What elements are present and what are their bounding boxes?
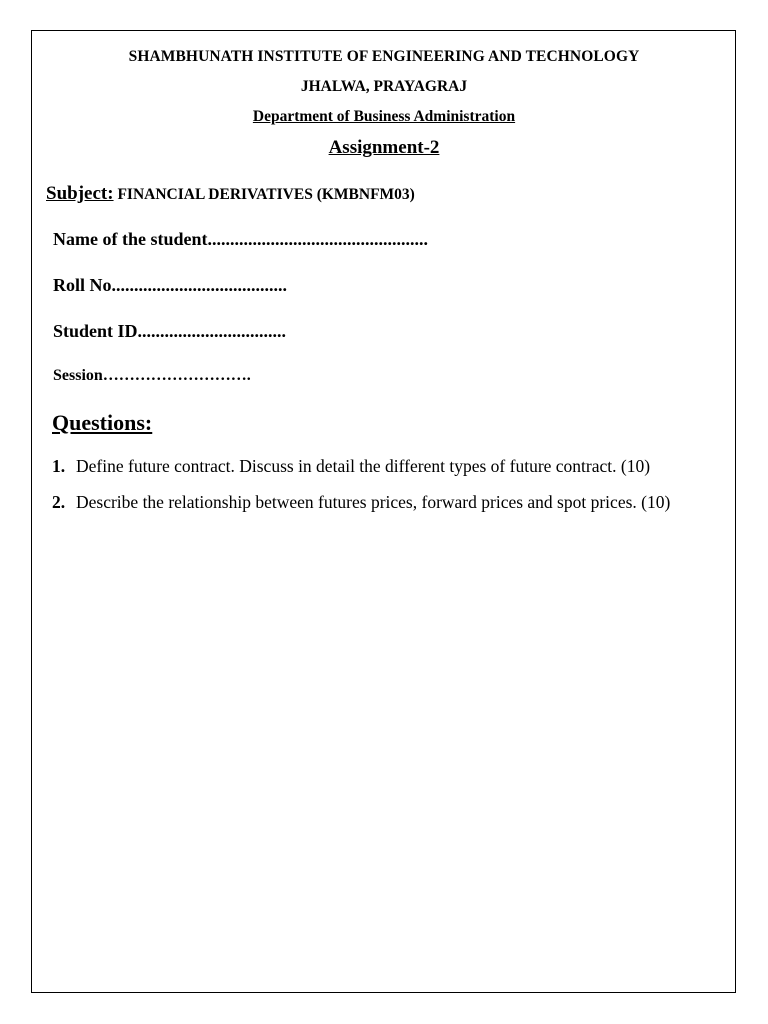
- question-number: 2.: [52, 492, 66, 512]
- student-id-field: Student ID.................................: [53, 321, 287, 341]
- question-number: 1.: [52, 456, 66, 476]
- institute-location: JHALWA, PRAYAGRAJ: [300, 78, 468, 95]
- institute-name: SHAMBHUNATH INSTITUTE OF ENGINEERING AND TECHNOLOGY: [128, 48, 640, 65]
- question-item: [52, 486, 730, 519]
- question-text: Define future contract. Discuss in detail the different types of future contract. (10): [76, 456, 651, 476]
- roll-number-field: Roll No.......................................: [53, 275, 287, 295]
- subject-line: [46, 183, 415, 205]
- assignment-title: Assignment-2: [328, 137, 440, 158]
- question-list: [52, 450, 730, 522]
- session-field: Session……………………….: [53, 367, 251, 384]
- department-name: Department of Business Administration: [252, 108, 516, 125]
- student-name-field: Name of the student.................................................: [53, 229, 428, 249]
- questions-heading: Questions:: [52, 410, 153, 435]
- question-text: Describe the relationship between futures prices, forward prices and spot prices. (10): [76, 492, 671, 512]
- subject-label: Subject:: [46, 183, 114, 204]
- question-item: [52, 450, 730, 483]
- subject-value: FINANCIAL DERIVATIVES (KMBNFM03): [113, 186, 415, 203]
